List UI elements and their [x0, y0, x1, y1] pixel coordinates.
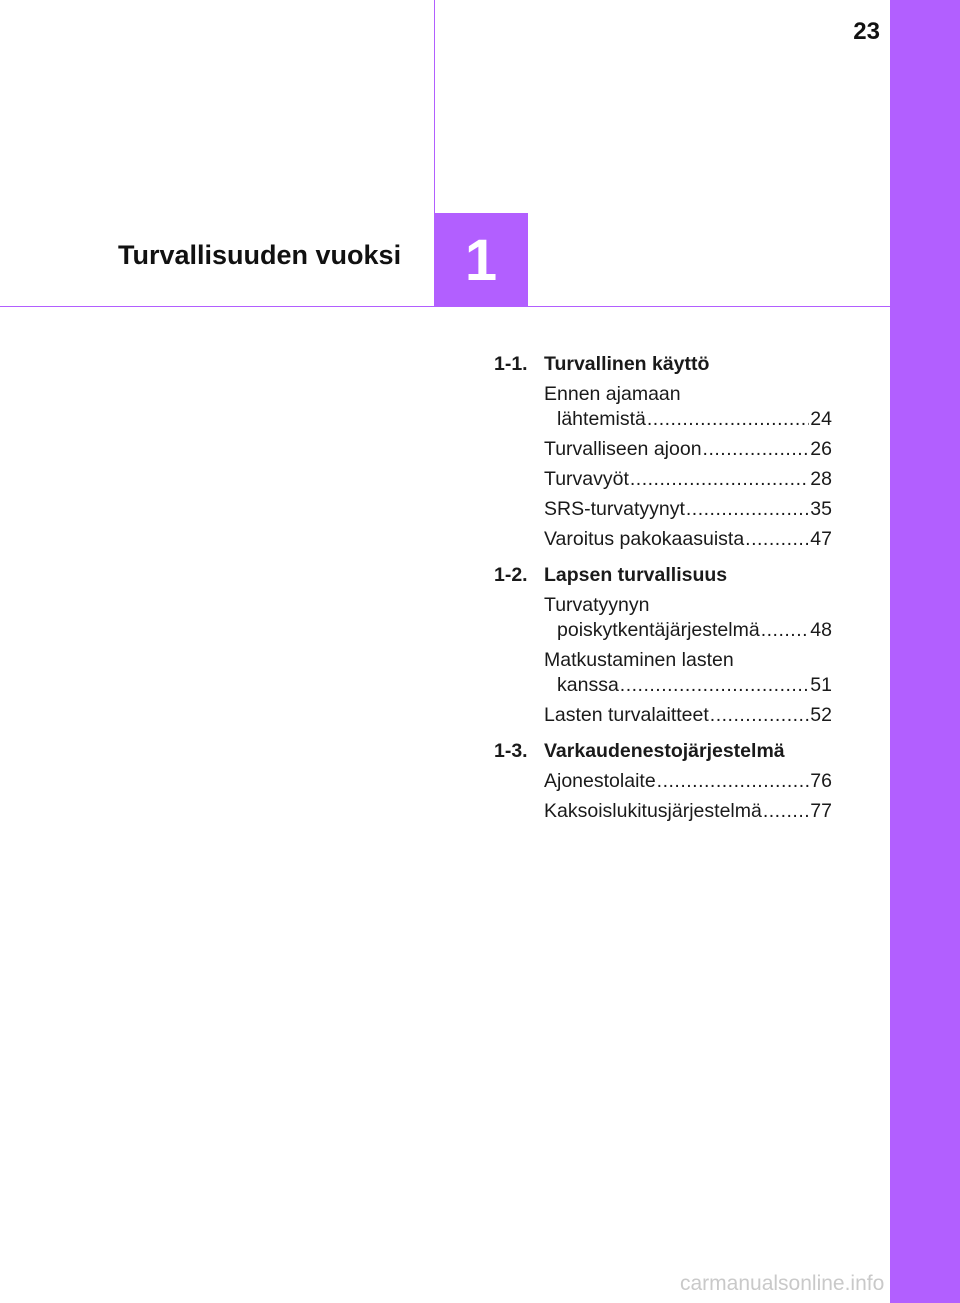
toc-entry-label: Ennen ajamaan — [544, 383, 681, 405]
toc-entry[interactable] — [544, 527, 832, 552]
chapter-number: 1 — [464, 227, 498, 293]
chapter-title: Turvallisuuden vuoksi — [118, 240, 402, 270]
toc-section-number: 1-2. — [494, 564, 528, 586]
toc-entry[interactable] — [544, 467, 832, 492]
side-color-band — [890, 0, 960, 1303]
toc-entry-page: 35 — [810, 498, 832, 520]
toc-entry-label: Turvavyöt — [544, 468, 629, 490]
toc-dot-leader — [686, 497, 809, 522]
page-number: 23 — [853, 18, 880, 45]
toc-entry-label-cont: kanssa — [557, 674, 619, 696]
toc-entry-page: 77 — [810, 800, 832, 822]
toc-entry-page: 26 — [810, 438, 832, 460]
toc-dot-leader — [703, 437, 810, 462]
toc-dot-leader — [657, 769, 810, 794]
toc-entry[interactable] — [544, 799, 832, 824]
toc-entry-page: 28 — [810, 468, 832, 490]
toc-section-heading[interactable] — [494, 352, 832, 377]
toc-dot-leader — [630, 467, 809, 492]
toc-dot-leader — [710, 703, 810, 728]
toc-entry-page: 24 — [810, 408, 832, 430]
toc-entry-label: Turvalliseen ajoon — [544, 438, 702, 460]
toc-entry-label: Lasten turvalaitteet — [544, 704, 709, 726]
toc-entry-label: Ajonestolaite — [544, 770, 656, 792]
toc-entry-label: Kaksoislukitusjärjestelmä — [544, 800, 762, 822]
toc-section-title: Lapsen turvallisuus — [544, 564, 728, 586]
table-of-contents — [494, 352, 832, 829]
toc-dot-leader — [620, 673, 810, 698]
toc-section-heading[interactable] — [494, 739, 832, 764]
toc-entry[interactable] — [544, 593, 832, 643]
toc-entry[interactable] — [544, 437, 832, 462]
toc-entry-page: 48 — [810, 619, 832, 641]
toc-entry-page: 52 — [810, 704, 832, 726]
watermark: carmanualsonline.info — [680, 1272, 885, 1295]
toc-section-heading[interactable] — [494, 563, 832, 588]
toc-section-number: 1-1. — [494, 353, 528, 375]
toc-entry-label: Matkustaminen lasten — [544, 649, 734, 671]
toc-entry[interactable] — [544, 648, 832, 698]
toc-section-title: Varkaudenestojärjestelmä — [544, 740, 785, 762]
toc-dot-leader — [745, 527, 809, 552]
header-vertical-rule — [434, 0, 435, 214]
toc-dot-leader — [761, 618, 810, 643]
toc-entry-page: 47 — [810, 528, 832, 550]
chapter-number-box — [434, 213, 528, 307]
toc-dot-leader — [763, 799, 809, 824]
toc-entry-page: 51 — [810, 674, 832, 696]
toc-dot-leader — [647, 407, 809, 432]
toc-entry-label: Turvatyynyn — [544, 594, 650, 616]
toc-entry-page: 76 — [810, 770, 832, 792]
toc-section-title: Turvallinen käyttö — [544, 353, 710, 375]
toc-entry-label: Varoitus pakokaasuista — [544, 528, 745, 550]
toc-entry[interactable] — [544, 382, 832, 432]
toc-entry-label-cont: poiskytkentäjärjestelmä — [557, 619, 760, 641]
toc-entry-label-cont: lähtemistä — [557, 408, 646, 430]
toc-entry[interactable] — [544, 703, 832, 728]
toc-entry[interactable] — [544, 769, 832, 794]
toc-entry-label: SRS-turvatyynyt — [544, 498, 685, 520]
toc-entry[interactable] — [544, 497, 832, 522]
toc-section-number: 1-3. — [494, 740, 528, 762]
